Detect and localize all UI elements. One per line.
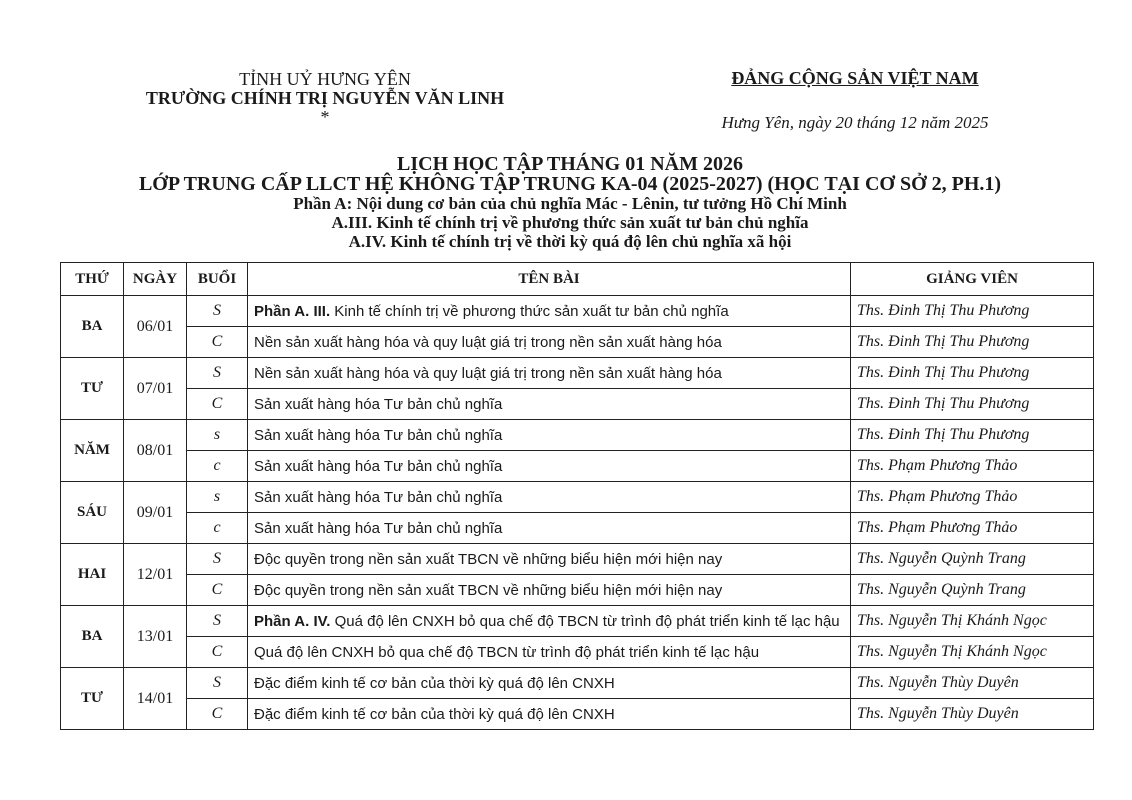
- lesson-title: Sản xuất hàng hóa Tư bản chủ nghĩa: [254, 457, 503, 475]
- table-row: [61, 606, 1094, 637]
- lesson-title-cell: [248, 513, 851, 544]
- lecturer-cell: Ths. Nguyễn Quỳnh Trang: [851, 544, 1094, 575]
- document-title: LỊCH HỌC TẬP THÁNG 01 NĂM 2026: [397, 153, 743, 175]
- lesson-title-cell: [248, 544, 851, 575]
- session-cell: S: [187, 606, 248, 637]
- date-cell: 08/01: [124, 420, 187, 482]
- lecturer-cell: Ths. Nguyễn Thị Khánh Ngọc: [851, 637, 1094, 668]
- lecturer-cell: Ths. Đinh Thị Thu Phương: [851, 420, 1094, 451]
- lesson-title: Đặc điểm kinh tế cơ bản của thời kỳ quá độ lên CNXH: [254, 674, 615, 692]
- schedule-table: [60, 262, 1094, 730]
- lesson-title: Độc quyền trong nền sản xuất TBCN về những biểu hiện mới hiện nay: [254, 581, 723, 599]
- lesson-title-cell: [248, 482, 851, 513]
- lecturer-cell: Ths. Đinh Thị Thu Phương: [851, 389, 1094, 420]
- lesson-title: Độc quyền trong nền sản xuất TBCN về những biểu hiện mới hiện nay: [254, 550, 723, 568]
- day-cell: TƯ: [61, 668, 124, 730]
- lecturer-cell: Ths. Nguyễn Thùy Duyên: [851, 699, 1094, 730]
- session-cell: c: [187, 451, 248, 482]
- lesson-title: Sản xuất hàng hóa Tư bản chủ nghĩa: [254, 426, 503, 444]
- lecturer-cell: Ths. Nguyễn Thùy Duyên: [851, 668, 1094, 699]
- header-title: TÊN BÀI: [248, 263, 851, 296]
- day-cell: NĂM: [61, 420, 124, 482]
- header-day: THỨ: [61, 263, 124, 296]
- issue-date: Hưng Yên, ngày 20 tháng 12 năm 2025: [721, 113, 989, 132]
- lesson-title: Sản xuất hàng hóa Tư bản chủ nghĩa: [254, 395, 503, 413]
- org-header: [120, 70, 530, 127]
- document-titles: [130, 154, 1010, 251]
- session-cell: c: [187, 513, 248, 544]
- day-cell: TƯ: [61, 358, 124, 420]
- day-cell: SÁU: [61, 482, 124, 544]
- lesson-title-cell: [248, 606, 851, 637]
- date-cell: 13/01: [124, 606, 187, 668]
- session-cell: C: [187, 575, 248, 606]
- lesson-part-prefix: Phần A. III.: [254, 302, 331, 320]
- header-session: BUỔI: [187, 263, 248, 296]
- lesson-title-cell: [248, 637, 851, 668]
- schedule-body: [61, 296, 1094, 730]
- table-row: [61, 513, 1094, 544]
- lecturer-cell: Ths. Phạm Phương Thảo: [851, 451, 1094, 482]
- lesson-title-cell: [248, 327, 851, 358]
- date-cell: 07/01: [124, 358, 187, 420]
- table-row: [61, 668, 1094, 699]
- lesson-title-cell: [248, 668, 851, 699]
- session-cell: C: [187, 637, 248, 668]
- lecturer-cell: Ths. Nguyễn Thị Khánh Ngọc: [851, 606, 1094, 637]
- day-cell: BA: [61, 606, 124, 668]
- table-row: [61, 482, 1094, 513]
- lecturer-cell: Ths. Nguyễn Quỳnh Trang: [851, 575, 1094, 606]
- table-row: [61, 296, 1094, 327]
- province-committee: TỈNH UỶ HƯNG YÊN: [239, 69, 411, 89]
- session-cell: C: [187, 389, 248, 420]
- lesson-title: Nền sản xuất hàng hóa và quy luật giá trị trong nền sản xuất hàng hóa: [254, 333, 722, 351]
- table-row: [61, 699, 1094, 730]
- session-cell: S: [187, 544, 248, 575]
- part-title: Phần A: Nội dung cơ bản của chủ nghĩa Mác - Lênin, tư tưởng Hồ Chí Minh: [293, 194, 847, 213]
- class-title: LỚP TRUNG CẤP LLCT HỆ KHÔNG TẬP TRUNG KA-04 (2025-2027) (HỌC TẠI CƠ SỞ 2, PH.1): [138, 173, 1002, 195]
- header-lecturer: GIẢNG VIÊN: [851, 263, 1094, 296]
- session-cell: C: [187, 699, 248, 730]
- lecturer-cell: Ths. Đinh Thị Thu Phương: [851, 327, 1094, 358]
- lesson-title: Quá độ lên CNXH bỏ qua chế độ TBCN từ trình độ phát triển kinh tế lạc hậu: [254, 643, 760, 661]
- lesson-title-cell: [248, 451, 851, 482]
- lecturer-cell: Ths. Đinh Thị Thu Phương: [851, 296, 1094, 327]
- date-cell: 12/01: [124, 544, 187, 606]
- school-name: TRƯỜNG CHÍNH TRỊ NGUYỄN VĂN LINH: [145, 88, 505, 108]
- section-title-a3: A.III. Kinh tế chính trị về phương thức sản xuất tư bản chủ nghĩa: [331, 213, 809, 232]
- date-cell: 06/01: [124, 296, 187, 358]
- day-cell: HAI: [61, 544, 124, 606]
- lesson-title: Sản xuất hàng hóa Tư bản chủ nghĩa: [254, 488, 503, 506]
- header-star: *: [320, 107, 330, 127]
- lesson-title-cell: [248, 575, 851, 606]
- lesson-title-cell: [248, 420, 851, 451]
- session-cell: S: [187, 296, 248, 327]
- party-header: [690, 68, 1020, 133]
- lesson-title: Quá độ lên CNXH bỏ qua chế độ TBCN từ trình độ phát triển kinh tế lạc hậu: [330, 612, 840, 630]
- header-date: NGÀY: [124, 263, 187, 296]
- table-header-row: [61, 263, 1094, 296]
- lesson-title-cell: [248, 699, 851, 730]
- table-row: [61, 637, 1094, 668]
- session-cell: C: [187, 327, 248, 358]
- table-row: [61, 575, 1094, 606]
- lesson-title-cell: [248, 358, 851, 389]
- lecturer-cell: Ths. Phạm Phương Thảo: [851, 513, 1094, 544]
- date-cell: 14/01: [124, 668, 187, 730]
- date-cell: 09/01: [124, 482, 187, 544]
- lesson-title: Kinh tế chính trị về phương thức sản xuất tư bản chủ nghĩa: [330, 302, 729, 320]
- lesson-title: Nền sản xuất hàng hóa và quy luật giá trị trong nền sản xuất hàng hóa: [254, 364, 722, 382]
- table-row: [61, 389, 1094, 420]
- lesson-part-prefix: Phần A. IV.: [254, 612, 331, 630]
- lesson-title-cell: [248, 389, 851, 420]
- table-row: [61, 544, 1094, 575]
- lesson-title: Đặc điểm kinh tế cơ bản của thời kỳ quá độ lên CNXH: [254, 705, 615, 723]
- session-cell: s: [187, 482, 248, 513]
- lesson-title-cell: [248, 296, 851, 327]
- session-cell: S: [187, 358, 248, 389]
- table-row: [61, 451, 1094, 482]
- table-row: [61, 420, 1094, 451]
- table-row: [61, 358, 1094, 389]
- day-cell: BA: [61, 296, 124, 358]
- lecturer-cell: Ths. Phạm Phương Thảo: [851, 482, 1094, 513]
- table-row: [61, 327, 1094, 358]
- session-cell: S: [187, 668, 248, 699]
- lesson-title: Sản xuất hàng hóa Tư bản chủ nghĩa: [254, 519, 503, 537]
- section-title-a4: A.IV. Kinh tế chính trị về thời kỳ quá độ lên chủ nghĩa xã hội: [348, 232, 792, 251]
- party-name: ĐẢNG CỘNG SẢN VIỆT NAM: [731, 68, 979, 88]
- session-cell: s: [187, 420, 248, 451]
- lecturer-cell: Ths. Đinh Thị Thu Phương: [851, 358, 1094, 389]
